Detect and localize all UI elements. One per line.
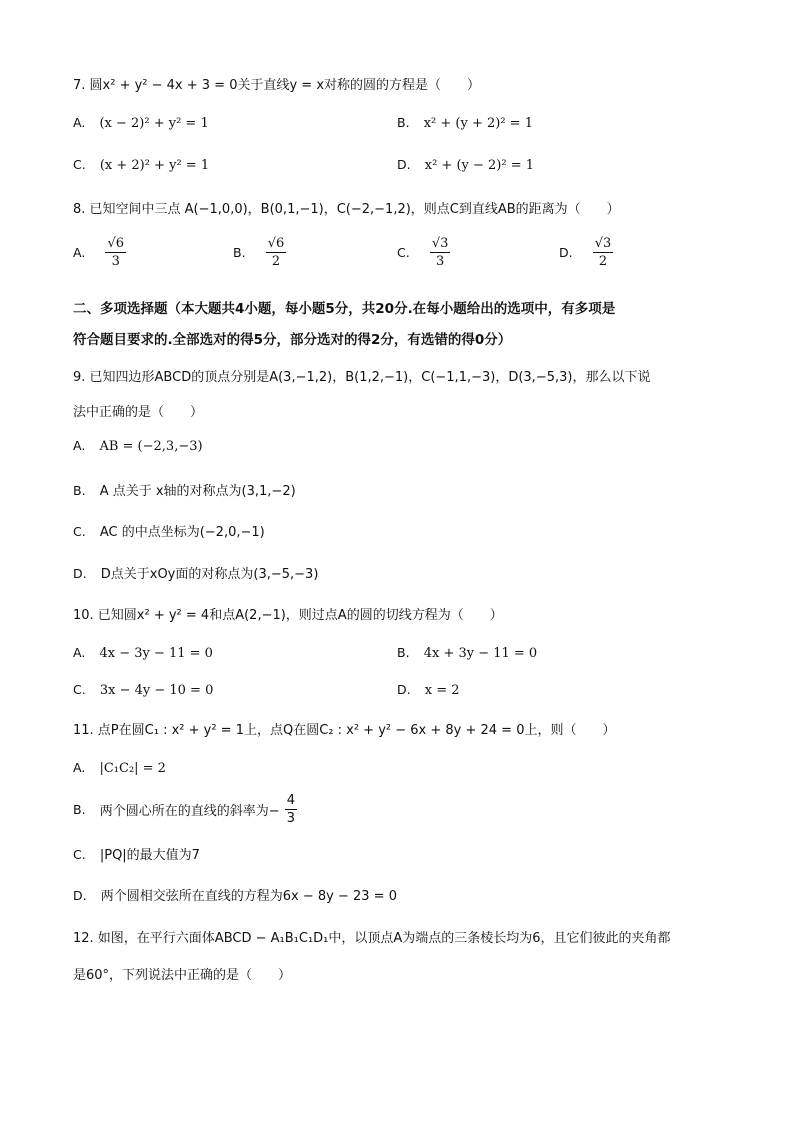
q11-option-d-text: 两个圆相交弦所在直线的方程为6x − 8y − 23 = 0 bbox=[100, 889, 397, 904]
q11-option-c bbox=[73, 844, 200, 863]
fraction-denominator: 3 bbox=[111, 254, 120, 269]
option-label: A. bbox=[73, 438, 86, 453]
q10-stem: 10. 已知圆x² + y² = 4和点A(2,−1)，则过点A的圆的切线方程为（ ） bbox=[73, 608, 503, 623]
q8-option-d-fraction bbox=[593, 236, 614, 269]
option-label: C. bbox=[73, 682, 86, 697]
q7-stem: 7. 圆x² + y² − 4x + 3 = 0关于直线y = x对称的圆的方程是（ ） bbox=[73, 78, 481, 93]
q7-option-d-text: x² + (y − 2)² = 1 bbox=[424, 158, 535, 173]
option-label: B. bbox=[397, 645, 410, 660]
option-label: A. bbox=[73, 645, 86, 660]
option-label: B. bbox=[73, 802, 86, 817]
q11-option-c-text: |PQ|的最大值为7 bbox=[99, 848, 200, 863]
q10-option-d bbox=[397, 682, 460, 698]
q8-option-c bbox=[397, 236, 450, 269]
q8-option-c-fraction bbox=[430, 236, 451, 269]
q11-option-d bbox=[73, 885, 397, 904]
fraction-numerator: 4 bbox=[286, 793, 296, 808]
q7-option-a bbox=[73, 115, 209, 131]
option-label: C. bbox=[73, 847, 86, 862]
option-label: D. bbox=[397, 157, 411, 172]
fraction-denominator: 2 bbox=[598, 254, 608, 269]
q10-option-c-text: 3x − 4y − 10 = 0 bbox=[99, 683, 214, 698]
q9-option-b-text: A 点关于 x轴的对称点为(3,1,−2) bbox=[99, 484, 296, 499]
q9-stem-line2: 法中正确的是（ ） bbox=[73, 405, 204, 420]
q7-option-b bbox=[397, 115, 533, 131]
q8-stem: 8. 已知空间中三点 A(−1,0,0)，B(0,1,−1)，C(−2,−1,2)，则点C到直线AB的距离为（ ） bbox=[73, 202, 620, 217]
q9-option-a-text: AB = (−2,3,−3) bbox=[99, 439, 203, 454]
option-label: D. bbox=[73, 888, 87, 903]
q9-stem-line1: 9. 已知四边形ABCD的顶点分别是A(3,−1,2)，B(1,2,−1)，C(−1,1,−3)，D(3,−5,3)，那么以下说 bbox=[73, 370, 651, 385]
q7-option-c-text: (x + 2)² + y² = 1 bbox=[99, 158, 210, 173]
q9-option-d bbox=[73, 563, 318, 582]
option-label: D. bbox=[397, 682, 411, 697]
option-label: C. bbox=[73, 157, 86, 172]
q8-option-d bbox=[559, 236, 613, 269]
q10-option-c bbox=[73, 682, 213, 698]
q7-option-c bbox=[73, 157, 209, 173]
fraction-denominator: 3 bbox=[286, 811, 296, 826]
option-label: B. bbox=[397, 115, 410, 130]
q10-option-a bbox=[73, 645, 213, 661]
q11-option-b bbox=[73, 793, 297, 826]
option-label: A. bbox=[73, 760, 86, 775]
option-label: B. bbox=[233, 245, 246, 260]
option-label: A. bbox=[73, 245, 86, 260]
q8-option-a bbox=[73, 236, 126, 269]
q7-option-d bbox=[397, 157, 534, 173]
q9-option-c-text: AC 的中点坐标为(−2,0,−1) bbox=[99, 525, 265, 540]
fraction-denominator: 3 bbox=[435, 254, 445, 269]
fraction-numerator: √6 bbox=[267, 236, 285, 251]
fraction-numerator: √3 bbox=[431, 236, 449, 251]
section-2-heading-line1: 二、多项选择题（本大题共4小题，每小题5分，共20分.在每小题给出的选项中，有多项是 bbox=[73, 301, 616, 317]
q11-option-a bbox=[73, 760, 166, 776]
option-label: D. bbox=[73, 566, 87, 581]
q9-option-a bbox=[73, 438, 203, 454]
q11-option-b-text: 两个圆心所在的直线的斜率为− bbox=[99, 804, 280, 819]
fraction-numerator: √6 bbox=[107, 236, 125, 251]
q8-option-b-fraction bbox=[266, 236, 287, 269]
q10-option-a-text: 4x − 3y − 11 = 0 bbox=[99, 646, 213, 661]
fraction-numerator: √3 bbox=[594, 236, 612, 251]
q11-option-b-fraction bbox=[285, 793, 297, 826]
q8-option-a-fraction bbox=[105, 236, 126, 269]
q12-stem-line1: 12. 如图，在平行六面体ABCD − A₁B₁C₁D₁中，以顶点A为端点的三条棱长均为6，且它们彼此的夹角都 bbox=[73, 931, 671, 946]
option-label: B. bbox=[73, 483, 86, 498]
q9-option-d-text: D点关于xOy面的对称点为(3,−5,−3) bbox=[100, 567, 319, 582]
option-label: C. bbox=[73, 524, 86, 539]
section-2-heading-line2: 符合题目要求的.全部选对的得5分，部分选对的得2分，有选错的得0分） bbox=[73, 332, 512, 348]
q7-option-b-text: x² + (y + 2)² = 1 bbox=[423, 116, 533, 131]
q11-stem: 11. 点P在圆C₁ : x² + y² = 1上，点Q在圆C₂ : x² + y² − 6x + 8y + 24 = 0上，则（ ） bbox=[73, 723, 616, 738]
q12-stem-line2: 是60°，下列说法中正确的是（ ） bbox=[73, 968, 292, 983]
option-label: D. bbox=[559, 245, 573, 260]
q9-option-c bbox=[73, 521, 265, 540]
q8-option-b bbox=[233, 236, 286, 269]
q10-option-d-text: x = 2 bbox=[424, 683, 460, 698]
fraction-denominator: 2 bbox=[271, 254, 281, 269]
q7-option-a-text: (x − 2)² + y² = 1 bbox=[99, 116, 209, 131]
option-label: A. bbox=[73, 115, 86, 130]
q10-option-b-text: 4x + 3y − 11 = 0 bbox=[423, 646, 538, 661]
q9-option-b bbox=[73, 480, 296, 499]
q11-option-a-text: |C₁C₂| = 2 bbox=[99, 761, 166, 776]
option-label: C. bbox=[397, 245, 410, 260]
q10-option-b bbox=[397, 645, 537, 661]
